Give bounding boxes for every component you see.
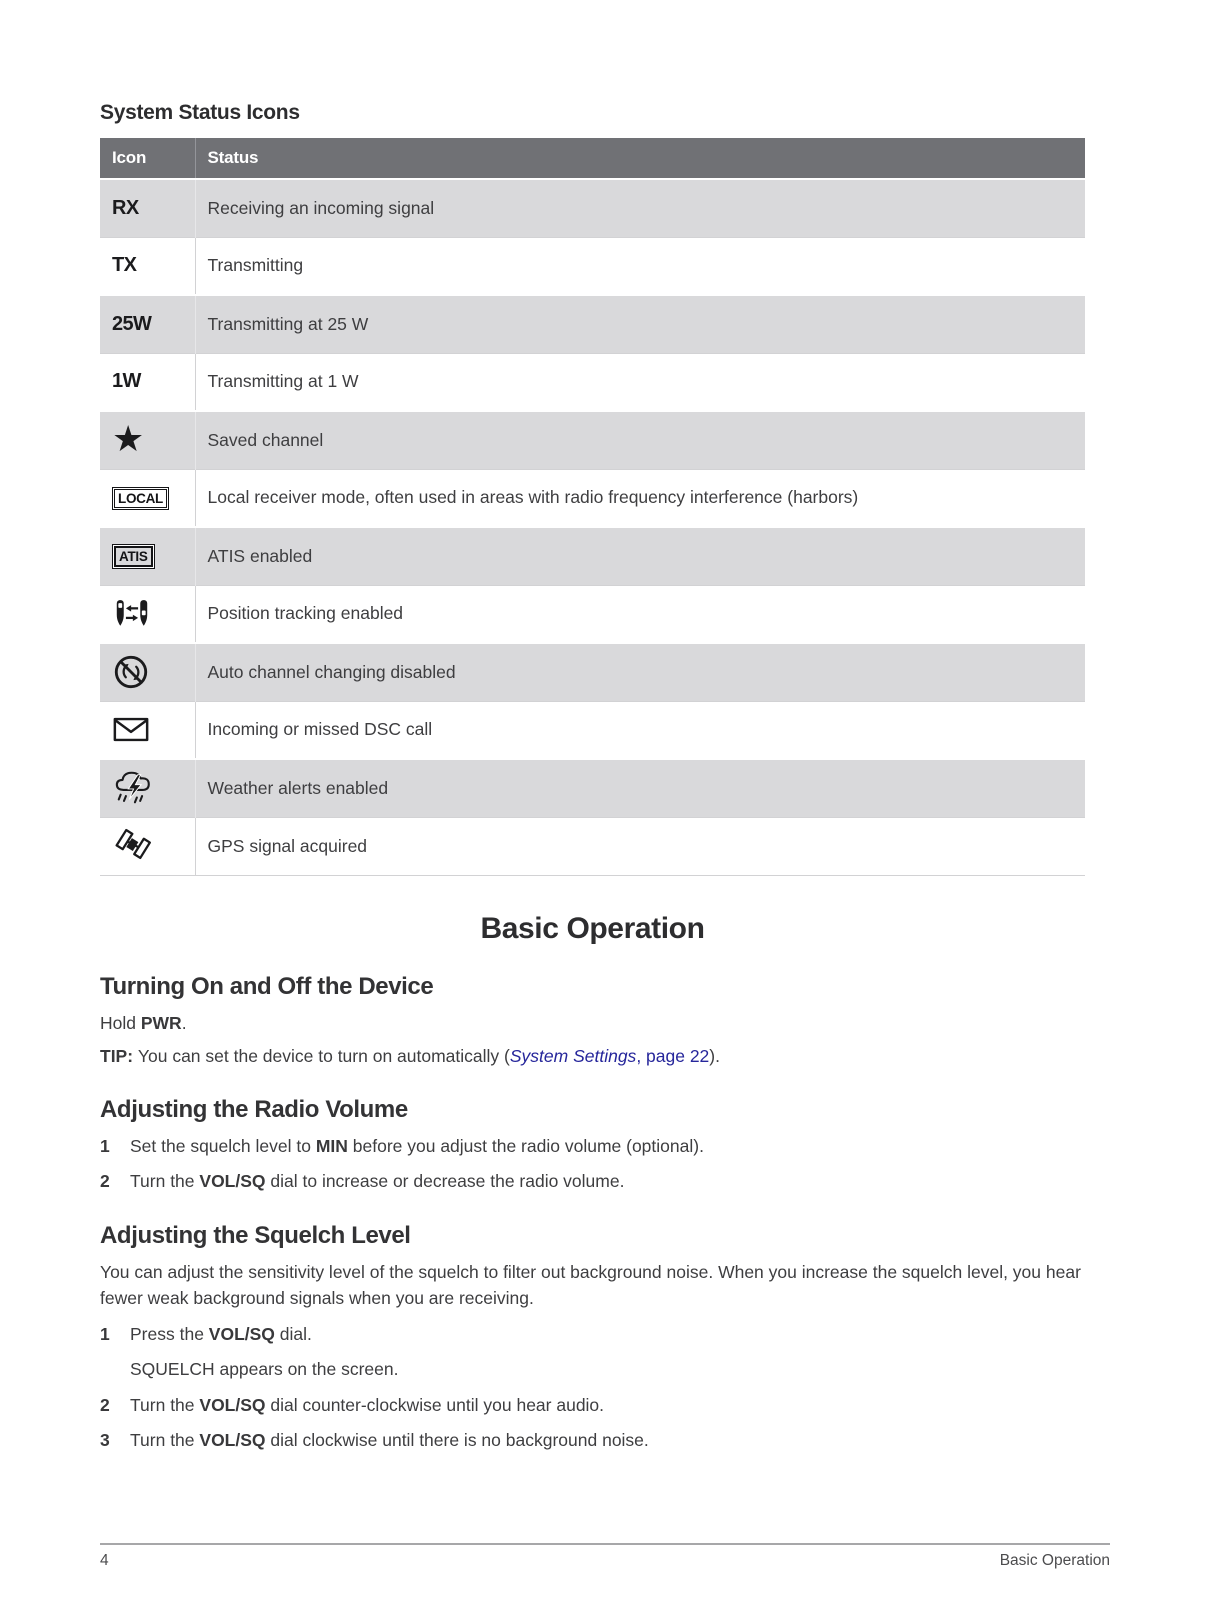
numbered-step <box>100 1321 1085 1347</box>
icon-cell <box>100 817 195 875</box>
table-row <box>100 469 1085 527</box>
status-text: GPS signal acquired <box>207 835 368 856</box>
text-fragment: dial counter-clockwise until you hear audio. <box>265 1394 605 1415</box>
pwr-key-label: PWR <box>140 1012 182 1033</box>
volume-steps-list <box>100 1133 1085 1195</box>
icon-cell <box>100 643 195 701</box>
status-text: Auto channel changing disabled <box>207 661 456 682</box>
icon-cell <box>100 237 195 295</box>
page-footer <box>100 1543 1110 1570</box>
text-fragment: . <box>181 1012 187 1033</box>
text-fragment: You can set the device to turn on automatically ( <box>137 1045 510 1066</box>
icon-cell <box>100 527 195 585</box>
text-fragment: dial clockwise until there is no background noise. <box>265 1429 649 1450</box>
table-row <box>100 237 1085 295</box>
step-number: 2 <box>100 1171 110 1192</box>
status-cell <box>195 237 1085 295</box>
squelch-steps-list <box>100 1321 1085 1453</box>
text-fragment: Turn the <box>130 1171 200 1192</box>
tip-label: TIP: <box>100 1045 138 1066</box>
section-heading-turning: Turning On and Off the Device <box>100 972 434 1000</box>
status-icons-title: System Status Icons <box>100 101 300 124</box>
icon-cell <box>100 411 195 469</box>
status-text: Incoming or missed DSC call <box>207 719 433 740</box>
status-text: ATIS enabled <box>207 545 313 566</box>
numbered-step <box>100 1427 1085 1453</box>
icon-cell <box>100 353 195 411</box>
table-row <box>100 643 1085 701</box>
tx-text-icon: TX <box>112 254 137 277</box>
tip-note <box>100 1043 1085 1069</box>
section-radio-volume <box>100 1096 1085 1195</box>
25w-text-icon: 25W <box>112 312 152 335</box>
text-fragment: ). <box>709 1045 720 1066</box>
status-cell <box>195 353 1085 411</box>
step-text <box>130 1321 1085 1347</box>
status-text: Weather alerts enabled <box>207 777 389 798</box>
numbered-step <box>100 1392 1085 1418</box>
position-tracking-icon <box>112 599 195 629</box>
status-text: Transmitting at 25 W <box>207 313 369 334</box>
link-page-ref[interactable]: , page 22 <box>636 1045 710 1066</box>
footer-page-number: 4 <box>100 1552 109 1569</box>
text-fragment: Turn the <box>130 1429 200 1450</box>
status-cell <box>195 469 1085 527</box>
text-fragment: Set the squelch level to <box>130 1136 316 1156</box>
status-text: Saved channel <box>207 429 324 450</box>
step-number: 3 <box>100 1429 110 1450</box>
control-name: VOL/SQ <box>208 1324 275 1344</box>
control-name: VOL/SQ <box>199 1171 266 1192</box>
control-name: VOL/SQ <box>199 1394 266 1415</box>
section-squelch-level <box>100 1222 1085 1454</box>
status-cell <box>195 527 1085 585</box>
step-text <box>130 1392 1085 1418</box>
step-text <box>130 1168 1085 1194</box>
1w-text-icon: 1W <box>112 370 141 393</box>
status-text: Receiving an incoming signal <box>207 197 435 218</box>
text-fragment: Press the <box>130 1324 209 1344</box>
envelope-icon <box>112 715 195 744</box>
section-turning-on-off <box>100 973 1085 1070</box>
numbered-step <box>100 1133 1085 1159</box>
status-cell <box>195 643 1085 701</box>
icon-cell <box>100 469 195 527</box>
step-result-text: SQUELCH appears on the screen. <box>130 1359 399 1380</box>
weather-alert-icon <box>112 768 195 808</box>
table-row <box>100 411 1085 469</box>
control-name: MIN <box>315 1136 348 1156</box>
status-text: Transmitting <box>207 255 304 276</box>
icon-cell <box>100 295 195 353</box>
status-cell <box>195 411 1085 469</box>
step-number: 1 <box>100 1136 110 1156</box>
icon-cell <box>100 179 195 237</box>
table-header-row <box>100 138 1085 179</box>
table-row <box>100 295 1085 353</box>
text-fragment: Turn the <box>130 1394 200 1415</box>
icon-cell <box>100 585 195 643</box>
column-header-status: Status <box>195 138 1085 179</box>
table-row <box>100 179 1085 237</box>
table-row <box>100 585 1085 643</box>
text-fragment: Hold <box>100 1012 141 1033</box>
status-text: Local receiver mode, often used in areas with radio frequency interference (harbors) <box>207 487 859 508</box>
star-icon: ★ <box>112 419 145 461</box>
gps-satellite-icon <box>112 825 195 867</box>
footer-section-name: Basic Operation <box>999 1552 1110 1569</box>
status-cell <box>195 701 1085 759</box>
status-cell <box>195 759 1085 817</box>
table-row <box>100 817 1085 875</box>
link-section-name[interactable]: System Settings <box>509 1045 637 1066</box>
column-header-icon: Icon <box>100 138 195 179</box>
status-cell <box>195 295 1085 353</box>
status-text: Position tracking enabled <box>207 603 404 624</box>
atis-badge-icon: ATIS <box>114 546 153 567</box>
numbered-step <box>100 1168 1085 1194</box>
status-text: Transmitting at 1 W <box>207 371 359 392</box>
step-number: 2 <box>100 1394 110 1415</box>
section-heading-squelch: Adjusting the Squelch Level <box>100 1221 411 1249</box>
status-cell <box>195 179 1085 237</box>
system-status-table <box>100 138 1085 876</box>
icon-cell <box>100 701 195 759</box>
control-name: VOL/SQ <box>199 1429 266 1450</box>
rx-text-icon: RX <box>112 196 139 219</box>
step-text <box>130 1133 1085 1159</box>
squelch-intro: You can adjust the sensitivity level of the squelch to filter out background noise. When you increase the squelch level, you hear fewer weak background signals when you are receiving. <box>100 1261 1081 1308</box>
table-row <box>100 701 1085 759</box>
system-settings-link[interactable] <box>510 1046 709 1066</box>
table-row <box>100 527 1085 585</box>
step-text <box>130 1427 1085 1453</box>
local-badge-icon: LOCAL <box>114 489 167 508</box>
table-row <box>100 759 1085 817</box>
text-fragment: dial to increase or decrease the radio volume. <box>265 1171 625 1192</box>
status-cell <box>195 817 1085 875</box>
text-fragment: before you adjust the radio volume (optional). <box>347 1136 704 1156</box>
instruction-hold-pwr <box>100 1010 1085 1036</box>
icon-cell <box>100 759 195 817</box>
section-heading-volume: Adjusting the Radio Volume <box>100 1096 408 1123</box>
page-content <box>100 0 1085 1462</box>
auto-channel-disabled-icon <box>112 653 195 691</box>
page-title: Basic Operation <box>480 911 705 945</box>
table-row <box>100 353 1085 411</box>
text-fragment: dial. <box>274 1324 312 1344</box>
step-number: 1 <box>100 1324 110 1344</box>
status-cell <box>195 585 1085 643</box>
